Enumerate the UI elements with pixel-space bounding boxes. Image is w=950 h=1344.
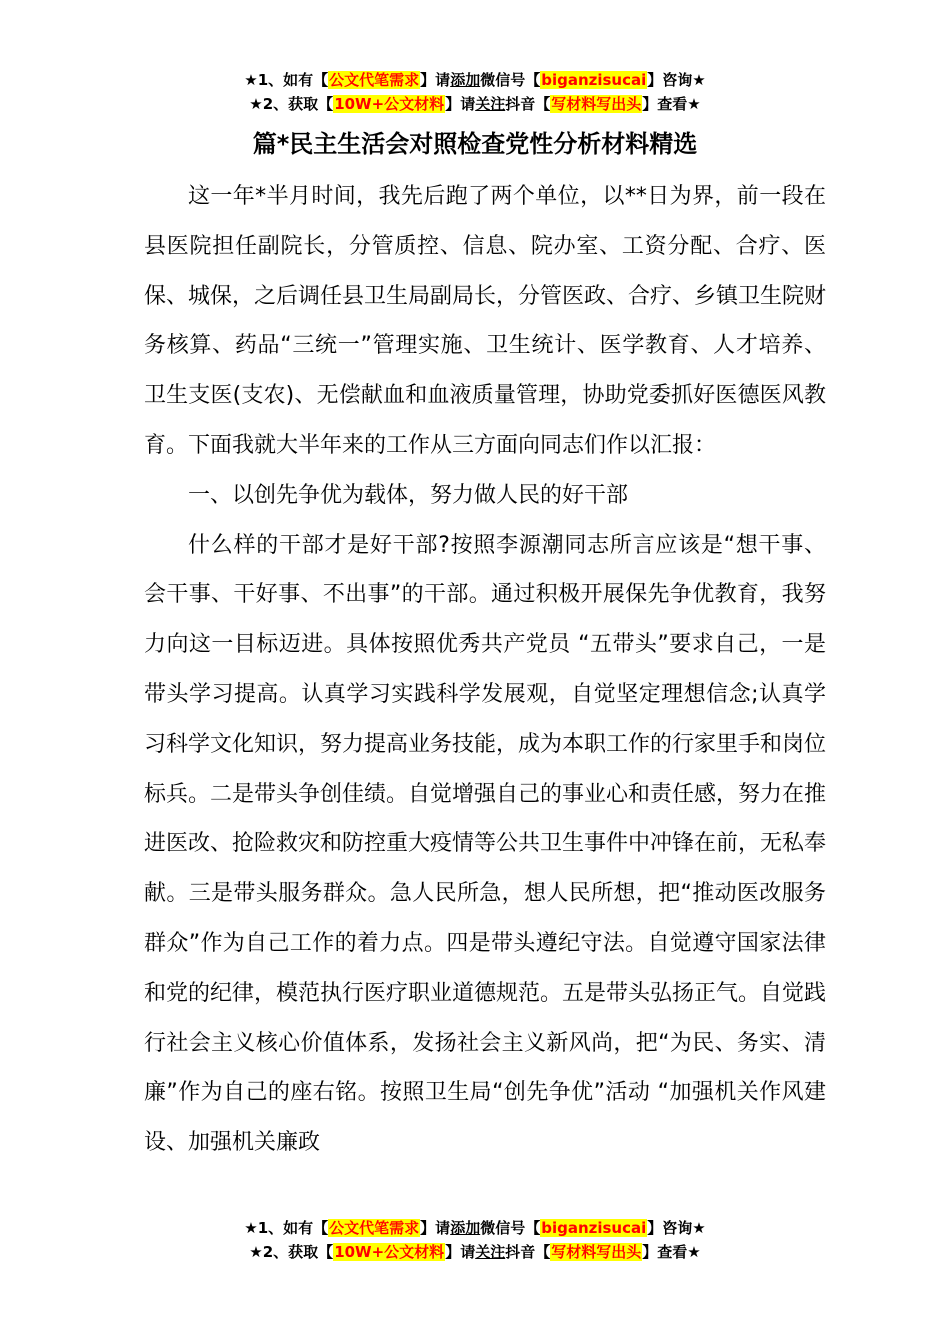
top-banner (0, 68, 950, 116)
banner-underlined-text: 关注 (475, 1243, 506, 1261)
paragraph-intro: 这一年*半月时间，我先后跑了两个单位，以**日为界，前一段在县医院担任副院长，分管质控、信息、院办室、工资分配、合疗、医保、城保，之后调任县卫生局副局长，分管医政、合疗、乡镇卫生院财务核算、药品“三统一”管理实施、卫生统计、医学教育、人才培养、卫生支医(支农)、无偿献血和血液质量管理，协助党委抓好医德医风教育。下面我就大半年来的工作从三方面向同志们作以汇报： (144, 184, 827, 458)
banner-text: 】请 (445, 95, 476, 113)
banner-underlined-text: 添加 (450, 71, 481, 89)
banner-suffix: 】查看★ (642, 95, 701, 113)
banner-douyin-account: 写材料写出头 (551, 95, 642, 113)
banner-line-2 (0, 1240, 950, 1264)
banner-wechat-id: biganzisucai (541, 1219, 647, 1237)
banner-text: 微信号【 (480, 1219, 541, 1237)
banner-prefix: ★2、获取【 (249, 95, 334, 113)
banner-line-1 (0, 68, 950, 92)
document-title: 篇*民主生活会对照检查党性分析材料精选 (252, 130, 698, 158)
banner-text: 微信号【 (480, 71, 541, 89)
document-body (144, 172, 826, 1168)
section-heading: 一、以创先争优为载体，努力做人民的好干部 (188, 482, 629, 508)
banner-text: 】请 (445, 1243, 476, 1261)
banner-suffix: 】咨询★ (647, 71, 706, 89)
banner-prefix: ★1、如有【 (244, 1219, 329, 1237)
banner-text: 】请 (420, 71, 451, 89)
paragraph-section-1: 什么样的干部才是好干部?按照李源潮同志所言应该是“想干事、会干事、干好事、不出事”的干部。通过积极开展保先争优教育，我努力向这一目标迈进。具体按照优秀共产党员 “五带头”要求自己，一是带头学习提高。认真学习实践科学发展观，自觉坚定理想信念;认真学习科学文化知识，努力提高业务技能，成为本职工作的行家里手和岗位标兵。二是带头争创佳绩。自觉增强自己的事业心和责任感，努力在推进医改、抢险救灾和防控重大疫情等公共卫生事件中冲锋在前，无私奉献。三是带头服务群众。急人民所急，想人民所想，把“推动医改服务群众”作为自己工作的着力点。四是带头遵纪守法。自觉遵守国家法律和党的纪律，模范执行医疗职业道德规范。五是带头弘扬正气。自觉践行社会主义核心价值体系，发扬社会主义新风尚，把“为民、务实、清廉”作为自己的座右铭。按照卫生局“创先争优”活动 “加强机关作风建设、加强机关廉政 (144, 532, 827, 1156)
banner-wechat-id: biganzisucai (541, 71, 647, 89)
banner-underlined-text: 添加 (450, 1219, 481, 1237)
banner-suffix: 】查看★ (642, 1243, 701, 1261)
banner-prefix: ★1、如有【 (244, 71, 329, 89)
banner-prefix: ★2、获取【 (249, 1243, 334, 1261)
banner-text: 抖音【 (505, 1243, 551, 1261)
banner-highlight: 10W+公文材料 (334, 95, 445, 113)
banner-highlight: 公文代笔需求 (329, 1219, 420, 1237)
banner-line-1 (0, 1216, 950, 1240)
banner-text: 】请 (420, 1219, 451, 1237)
banner-line-2 (0, 92, 950, 116)
banner-highlight: 10W+公文材料 (334, 1243, 445, 1261)
banner-highlight: 公文代笔需求 (329, 71, 420, 89)
banner-suffix: 】咨询★ (647, 1219, 706, 1237)
banner-text: 抖音【 (505, 95, 551, 113)
banner-douyin-account: 写材料写出头 (551, 1243, 642, 1261)
banner-underlined-text: 关注 (475, 95, 506, 113)
bottom-banner (0, 1216, 950, 1264)
